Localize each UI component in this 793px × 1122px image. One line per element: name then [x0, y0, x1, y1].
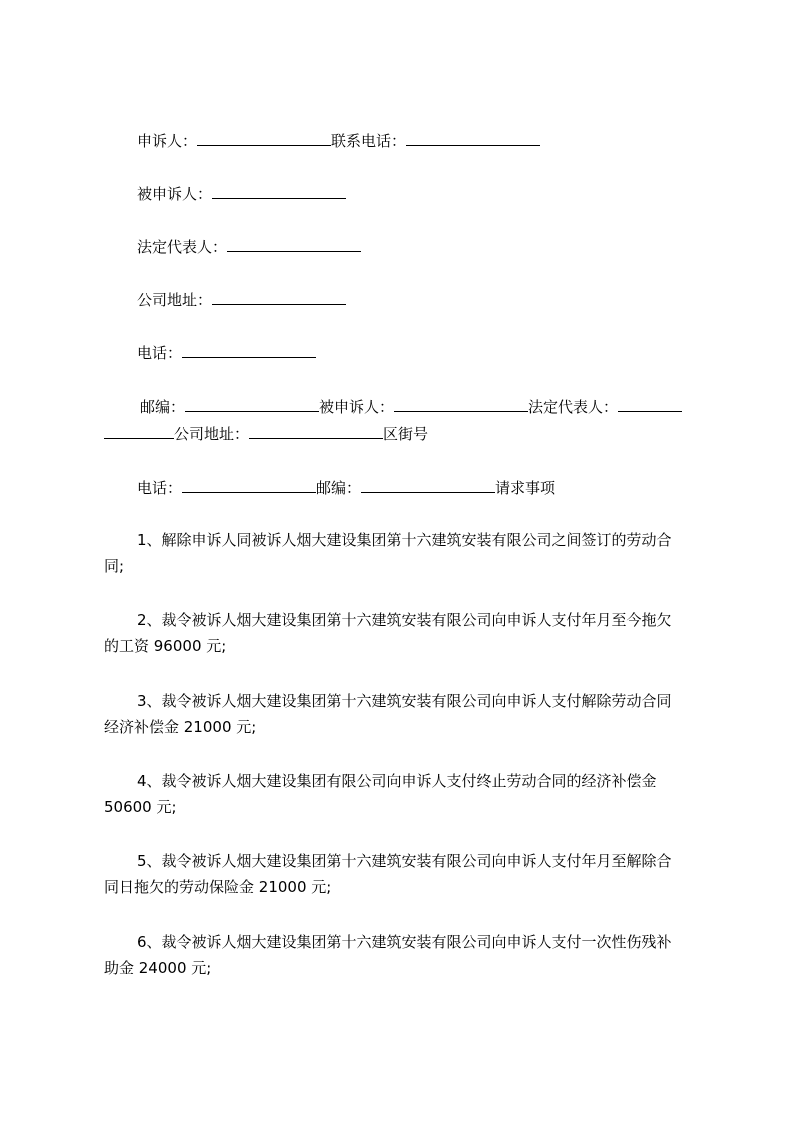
request-item	[104, 607, 714, 659]
request-line-2: 同日拖欠的劳动保险金 21000 元;	[104, 878, 332, 896]
company-address2-label: 公司地址：	[174, 425, 250, 443]
postcode-label: 邮编：	[140, 398, 186, 416]
postcode2-blank[interactable]	[361, 478, 495, 493]
request-line-1: 3、裁令被诉人烟大建设集团第十六建筑安装有限公司向申诉人支付解除劳动合同	[137, 692, 672, 710]
address-continuation-row	[104, 424, 428, 444]
postcode2-label: 邮编：	[316, 479, 362, 497]
legal-rep2-label: 法定代表人：	[528, 398, 619, 416]
respondent2-blank[interactable]	[394, 397, 528, 412]
postcode-row	[140, 397, 682, 417]
phone-blank[interactable]	[182, 343, 316, 358]
request-item	[104, 929, 714, 981]
contact-phone-blank[interactable]	[406, 131, 540, 146]
request-line-2: 同;	[104, 557, 125, 575]
request-line-1: 4、裁令被诉人烟大建设集团有限公司向申诉人支付终止劳动合同的经济补偿金	[137, 772, 657, 790]
phone2-row	[137, 478, 555, 498]
legal-rep-blank[interactable]	[227, 237, 361, 252]
legal-rep-row	[137, 237, 361, 257]
complainant-label: 申诉人：	[137, 132, 198, 150]
phone-label: 电话：	[137, 344, 183, 362]
phone2-label: 电话：	[137, 479, 183, 497]
company-address2-blank[interactable]	[249, 424, 383, 439]
complainant-blank[interactable]	[197, 131, 331, 146]
respondent-row	[137, 184, 346, 204]
phone2-blank[interactable]	[182, 478, 316, 493]
request-line-2: 助金 24000 元;	[104, 959, 212, 977]
request-item	[104, 848, 714, 900]
complainant-row	[137, 131, 540, 151]
legal-rep-label: 法定代表人：	[137, 238, 228, 256]
request-line-1: 5、裁令被诉人烟大建设集团第十六建筑安装有限公司向申诉人支付年月至解除合	[137, 852, 672, 870]
request-item	[104, 768, 714, 820]
company-address-row	[137, 290, 346, 310]
respondent2-label: 被申诉人：	[319, 398, 395, 416]
request-line-2: 的工资 96000 元;	[104, 637, 227, 655]
legal-rep2-blank-b[interactable]	[104, 424, 174, 439]
contact-phone-label: 联系电话：	[331, 132, 407, 150]
legal-rep2-blank-a[interactable]	[618, 397, 682, 412]
company-address-blank[interactable]	[212, 290, 346, 305]
phone-row	[137, 343, 316, 363]
request-line-1: 6、裁令被诉人烟大建设集团第十六建筑安装有限公司向申诉人支付一次性伤残补	[137, 933, 672, 951]
district-street-label: 区街号	[383, 425, 429, 443]
request-line-2: 经济补偿金 21000 元;	[104, 718, 257, 736]
request-item	[104, 527, 714, 579]
respondent-label: 被申诉人：	[137, 185, 213, 203]
requests-heading: 请求事项	[495, 479, 556, 497]
company-address-label: 公司地址：	[137, 291, 213, 309]
request-item	[104, 688, 714, 740]
request-line-2: 50600 元;	[104, 798, 177, 816]
request-line-1: 1、解除申诉人同被诉人烟大建设集团第十六建筑安装有限公司之间签订的劳动合	[137, 531, 672, 549]
postcode-blank[interactable]	[185, 397, 319, 412]
request-line-1: 2、裁令被诉人烟大建设集团第十六建筑安装有限公司向申诉人支付年月至今拖欠	[137, 611, 672, 629]
respondent-blank[interactable]	[212, 184, 346, 199]
